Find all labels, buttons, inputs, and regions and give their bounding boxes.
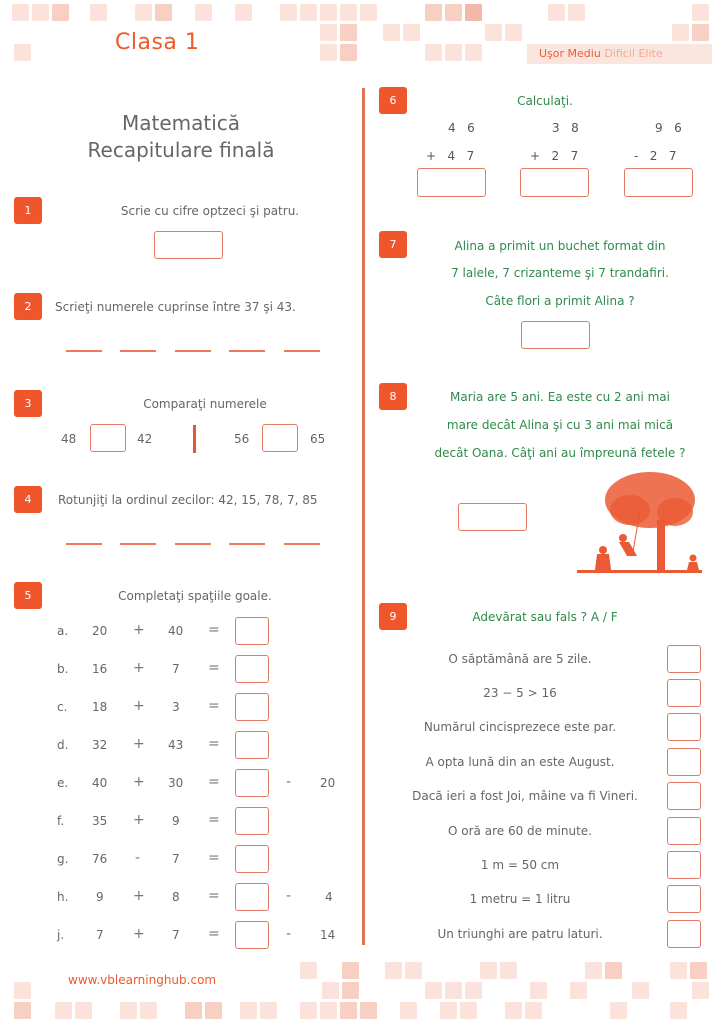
result-box[interactable]: [235, 883, 269, 911]
equals: =: [208, 736, 220, 752]
row-label: c.: [57, 700, 68, 714]
exercise-8-line3: decât Oana. Câţi ani au împreună fetele ?: [434, 446, 686, 460]
tf-statement: A opta lună din an este August.: [425, 755, 615, 769]
tf-answer-box[interactable]: [667, 645, 701, 673]
operand: 30: [168, 776, 184, 790]
exercise-badge-5: 5: [14, 582, 42, 609]
operand: 32: [92, 738, 108, 752]
operand: 43: [168, 738, 184, 752]
exercise-badge-3: 3: [14, 390, 42, 417]
result-box[interactable]: [235, 731, 269, 759]
exercise-7-line1: Alina a primit un buchet format din: [454, 239, 666, 253]
exercise-badge-6: 6: [379, 87, 407, 114]
operand: 8: [172, 890, 180, 904]
tf-statement: O oră are 60 de minute.: [448, 824, 592, 838]
tf-answer-box[interactable]: [667, 817, 701, 845]
column-divider: [362, 88, 365, 945]
row-label: a.: [57, 624, 69, 638]
operand: 7: [96, 928, 104, 942]
tail-operand: 20: [320, 776, 336, 790]
operand: 9: [96, 890, 104, 904]
result-box[interactable]: [235, 655, 269, 683]
exercise-2-prompt: Scrieţi numerele cuprinse între 37 şi 43.: [55, 300, 296, 314]
exercise-8-line2: mare decât Alina şi cu 3 ani mai mică: [446, 418, 674, 432]
exercise-1-prompt: Scrie cu cifre optzeci şi patru.: [120, 204, 300, 218]
answer-blank[interactable]: [120, 543, 156, 545]
calc-answer-box-3[interactable]: [624, 168, 693, 197]
answer-blank[interactable]: [175, 543, 211, 545]
equals: =: [208, 850, 220, 866]
exercise-7-line2: 7 lalele, 7 crizanteme şi 7 trandafiri.: [451, 266, 669, 280]
result-box[interactable]: [235, 693, 269, 721]
equals: =: [208, 660, 220, 676]
class-title: Clasa 1: [115, 30, 200, 55]
footer-website-link[interactable]: www.vblearninghub.com: [68, 973, 217, 987]
tail-operand: 14: [320, 928, 336, 942]
operand: 18: [92, 700, 108, 714]
tail-operand: 4: [325, 890, 333, 904]
result-box[interactable]: [235, 617, 269, 645]
answer-blank[interactable]: [284, 543, 320, 545]
operand: 76: [92, 852, 108, 866]
operand: 7: [172, 928, 180, 942]
compare-answer-box[interactable]: [90, 424, 126, 452]
tree-swing-illustration: [575, 470, 705, 580]
exercise-9-prompt: Adevărat sau fals ? A / F: [472, 610, 618, 624]
equals: =: [208, 812, 220, 828]
result-box[interactable]: [235, 921, 269, 949]
tf-statement: 23 − 5 > 16: [483, 686, 557, 700]
operator: +: [133, 660, 145, 676]
operand: 20: [92, 624, 108, 638]
equals: =: [208, 622, 220, 638]
operand: 7: [172, 662, 180, 676]
equals: =: [208, 888, 220, 904]
calc-top-2: 3 8: [552, 121, 579, 135]
equals: =: [208, 926, 220, 942]
tail-operator: -: [286, 888, 292, 904]
tf-statement: Un triunghi are patru laturi.: [437, 927, 603, 941]
tf-answer-box[interactable]: [667, 885, 701, 913]
tf-statement: 1 metru = 1 litru: [469, 892, 571, 906]
operand: 40: [168, 624, 184, 638]
tf-statement: Numărul cincisprezece este par.: [423, 720, 617, 734]
tf-statement: Dacă ieri a fost Joi, mâine va fi Vineri.: [412, 789, 638, 803]
row-label: g.: [57, 852, 69, 866]
row-label: d.: [57, 738, 69, 752]
equals: =: [208, 698, 220, 714]
exercise-1-answer-box[interactable]: [154, 231, 223, 259]
calc-answer-box-1[interactable]: [417, 168, 486, 197]
operator: -: [135, 850, 141, 866]
exercise-badge-1: 1: [14, 197, 42, 224]
exercise-6-prompt: Calculaţi.: [517, 94, 573, 108]
result-box[interactable]: [235, 807, 269, 835]
title-line2: Recapitulare finală: [87, 138, 275, 162]
level-elite: Elite: [638, 47, 663, 60]
operand: 35: [92, 814, 108, 828]
operator: +: [133, 926, 145, 942]
exercise-badge-9: 9: [379, 603, 407, 630]
compare-separator: [193, 425, 196, 453]
tail-operator: -: [286, 774, 292, 790]
row-label: b.: [57, 662, 69, 676]
row-label: f.: [57, 814, 65, 828]
row-label: j.: [57, 928, 65, 942]
operator: +: [133, 812, 145, 828]
level-dificil: Dificil: [604, 47, 635, 60]
calc-top-1: 4 6: [448, 121, 475, 135]
compare-value: 42: [137, 432, 153, 446]
tf-answer-box[interactable]: [667, 679, 701, 707]
calc-answer-box-2[interactable]: [520, 168, 589, 197]
calc-bottom-2: + 2 7: [530, 149, 579, 163]
operator: +: [133, 736, 145, 752]
result-box[interactable]: [235, 769, 269, 797]
operand: 9: [172, 814, 180, 828]
exercise-7-line3: Câte flori a primit Alina ?: [485, 294, 635, 308]
page-title: [0, 110, 362, 164]
exercise-4-prompt: Rotunjiţi la ordinul zecilor: 42, 15, 78, 7, 85: [58, 493, 318, 507]
calc-top-3: 9 6: [655, 121, 682, 135]
exercise-8-answer-box[interactable]: [458, 503, 527, 531]
operator: +: [133, 698, 145, 714]
exercise-badge-4: 4: [14, 486, 42, 513]
answer-blank[interactable]: [66, 543, 102, 545]
answer-blank[interactable]: [284, 350, 320, 352]
tf-answer-box[interactable]: [667, 851, 701, 879]
operator: +: [133, 622, 145, 638]
tf-answer-box[interactable]: [667, 713, 701, 741]
row-label: h.: [57, 890, 69, 904]
result-box[interactable]: [235, 845, 269, 873]
exercise-badge-2: 2: [14, 293, 42, 320]
compare-value: 56: [234, 432, 250, 446]
tf-statement: O săptămână are 5 zile.: [448, 652, 592, 666]
equals: =: [208, 774, 220, 790]
operand: 7: [172, 852, 180, 866]
answer-blank[interactable]: [229, 350, 265, 352]
answer-blank[interactable]: [66, 350, 102, 352]
exercise-8-line1: Maria are 5 ani. Ea este cu 2 ani mai: [450, 390, 670, 404]
exercise-badge-8: 8: [379, 383, 407, 410]
exercise-3-prompt: Comparaţi numerele: [143, 397, 267, 411]
tf-answer-box[interactable]: [667, 782, 701, 810]
exercise-7-answer-box[interactable]: [521, 321, 590, 349]
level-mediu: Mediu: [567, 47, 601, 60]
answer-blank[interactable]: [175, 350, 211, 352]
compare-answer-box[interactable]: [262, 424, 298, 452]
level-usor: Uşor: [539, 47, 565, 60]
exercise-5-prompt: Completaţi spaţiile goale.: [118, 589, 272, 603]
compare-value: 65: [310, 432, 326, 446]
compare-value: 48: [61, 432, 77, 446]
calc-bottom-1: + 4 7: [426, 149, 475, 163]
operator: +: [133, 774, 145, 790]
tf-answer-box[interactable]: [667, 748, 701, 776]
row-label: e.: [57, 776, 69, 790]
answer-blank[interactable]: [120, 350, 156, 352]
tf-answer-box[interactable]: [667, 920, 701, 948]
exercise-badge-7: 7: [379, 231, 407, 258]
operator: +: [133, 888, 145, 904]
operand: 40: [92, 776, 108, 790]
calc-bottom-3: - 2 7: [634, 149, 677, 163]
operand: 16: [92, 662, 108, 676]
tail-operator: -: [286, 926, 292, 942]
title-line1: Matematică: [121, 111, 241, 135]
answer-blank[interactable]: [229, 543, 265, 545]
tf-statement: 1 m = 50 cm: [480, 858, 560, 872]
difficulty-levels: [527, 44, 712, 64]
operand: 3: [172, 700, 180, 714]
